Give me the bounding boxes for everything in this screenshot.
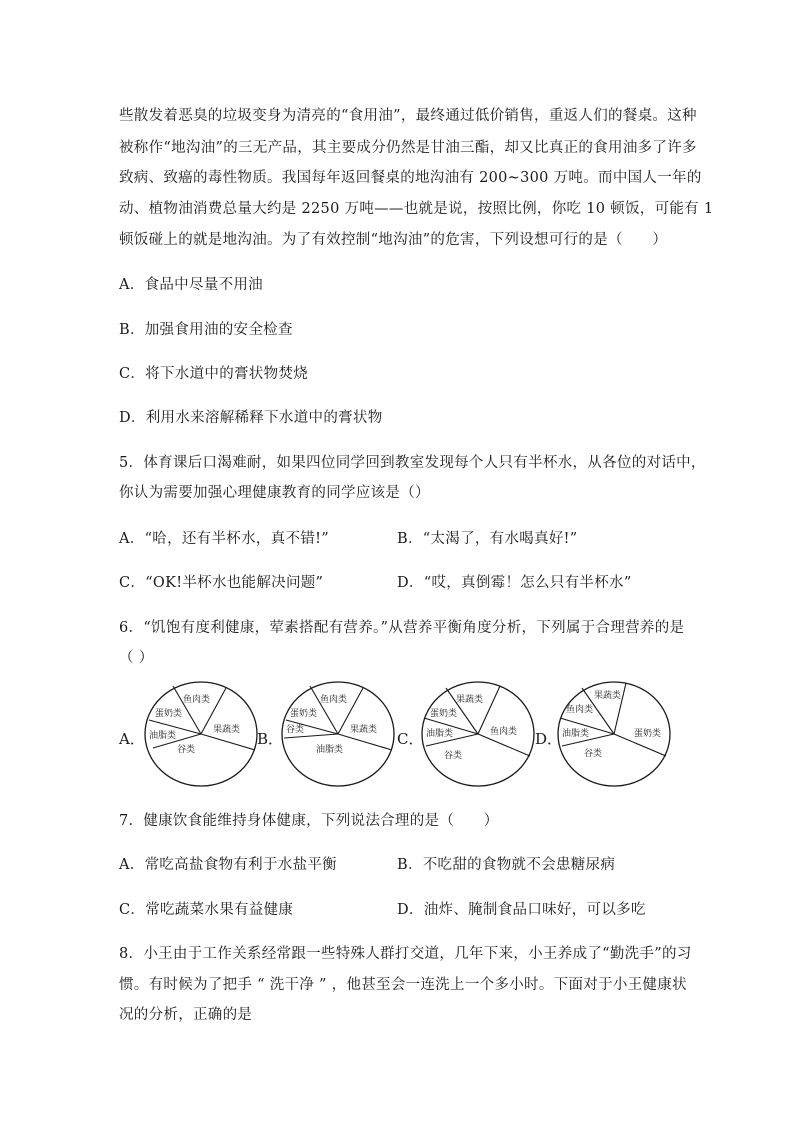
- pie-a-label: 蛋奶类: [155, 709, 183, 719]
- pie-d-letter: D．: [535, 730, 563, 748]
- q7-option-b: B．不吃甜的食物就不会患糖尿病: [397, 857, 616, 873]
- pie-chart-c: [420, 680, 540, 792]
- q7-stem: 7．健康饮食能维持身体健康，下列说法合理的是（ ）: [119, 813, 499, 829]
- pie-c-label: 鱼肉类: [490, 727, 518, 737]
- q5-option-b: B．“太渴了，有水喝真好!”: [397, 531, 578, 547]
- pie-d-label: 鱼肉类: [566, 705, 594, 715]
- q8-stem: 8．小王由于工作关系经常跟一些特殊人群打交道，几年下来，小王养成了“勤洗手”的习: [119, 946, 692, 962]
- passage-line: 顿饭碰上的就是地沟油。为了有效控制“地沟油”的危害，下列设想可行的是（ ）: [119, 232, 668, 248]
- q4-option-b: B．加强食用油的安全检查: [119, 322, 293, 338]
- pie-chart-a: [143, 680, 263, 792]
- pie-b-label: 油脂类: [316, 745, 344, 755]
- q8-stem: 况的分析，正确的是: [119, 1007, 253, 1023]
- pie-d-label: 果蔬类: [594, 691, 622, 701]
- pie-a-label: 谷类: [177, 745, 196, 755]
- q4-option-a: A．食品中尽量不用油: [119, 277, 263, 293]
- passage-line: 动、植物油消费总量大约是 2250 万吨——也就是说，按照比例，你吃 10 顿饭，可能有 1: [119, 201, 714, 217]
- pie-c-label: 果蔬类: [456, 695, 484, 705]
- q4-option-d: D．利用水来溶解稀释下水道中的膏状物: [119, 410, 383, 426]
- pie-chart-d: [556, 680, 676, 792]
- pie-b-label: 谷类: [286, 725, 305, 735]
- q7-option-d: D．油炸、腌制食品口味好，可以多吃: [397, 902, 646, 918]
- pie-b-letter: B．: [257, 730, 284, 748]
- pie-a-label: 油脂类: [149, 731, 177, 741]
- pie-d-label: 油脂类: [562, 729, 590, 739]
- pie-d-label: 谷类: [584, 749, 603, 759]
- q5-stem: 5．体育课后口渴难耐，如果四位同学回到教室发现每个人只有半杯水，从各位的对话中，: [119, 455, 706, 471]
- pie-a-label: 果蔬类: [213, 725, 241, 735]
- passage-line: 被称作“地沟油”的三无产品，其主要成分仍然是甘油三酯，却又比真正的食用油多了许多: [119, 140, 697, 156]
- q5-option-a: A．“哈，还有半杯水，真不错!”: [119, 531, 329, 547]
- pie-a-letter: A．: [119, 730, 145, 748]
- q5-option-c: C．“OK!半杯水也能解决问题”: [119, 575, 324, 591]
- q7-option-a: A．常吃高盐食物有利于水盐平衡: [119, 857, 337, 873]
- pie-a-label: 鱼肉类: [183, 695, 211, 705]
- q6-stem: 6．“饥饱有度利健康，荤素搭配有营养。”从营养平衡角度分析，下列属于合理营养的是: [119, 620, 685, 636]
- pie-chart-b: [280, 680, 400, 792]
- pie-b-label: 果蔬类: [350, 725, 378, 735]
- pie-c-label: 谷类: [444, 751, 463, 761]
- pie-c-label: 蛋奶类: [430, 709, 458, 719]
- q4-option-c: C．将下水道中的膏状物焚烧: [119, 366, 308, 382]
- q5-stem: 你认为需要加强心理健康教育的同学应该是（）: [119, 485, 430, 501]
- q6-stem: （ ）: [119, 650, 154, 666]
- q7-option-c: C．常吃蔬菜水果有益健康: [119, 902, 294, 918]
- q8-stem: 惯。有时候为了把手 “ 洗干净 ” ，他甚至会一连洗上一个多小时。下面对于小王健康状: [119, 977, 687, 993]
- passage-line: 些散发着恶臭的垃圾变身为清亮的“食用油”，最终通过低价销售，重返人们的餐桌。这种: [119, 108, 697, 124]
- passage-line: 致病、致癌的毒性物质。我国每年返回餐桌的地沟油有 200~300 万吨。而中国人一年的: [119, 170, 702, 186]
- pie-c-letter: C．: [397, 730, 424, 748]
- q5-option-d: D．“哎，真倒霉！怎么只有半杯水”: [397, 575, 632, 591]
- pie-c-label: 油脂类: [426, 729, 454, 739]
- pie-b-label: 鱼肉类: [320, 695, 348, 705]
- pie-b-label: 蛋奶类: [290, 709, 318, 719]
- pie-d-label: 蛋奶类: [634, 729, 662, 739]
